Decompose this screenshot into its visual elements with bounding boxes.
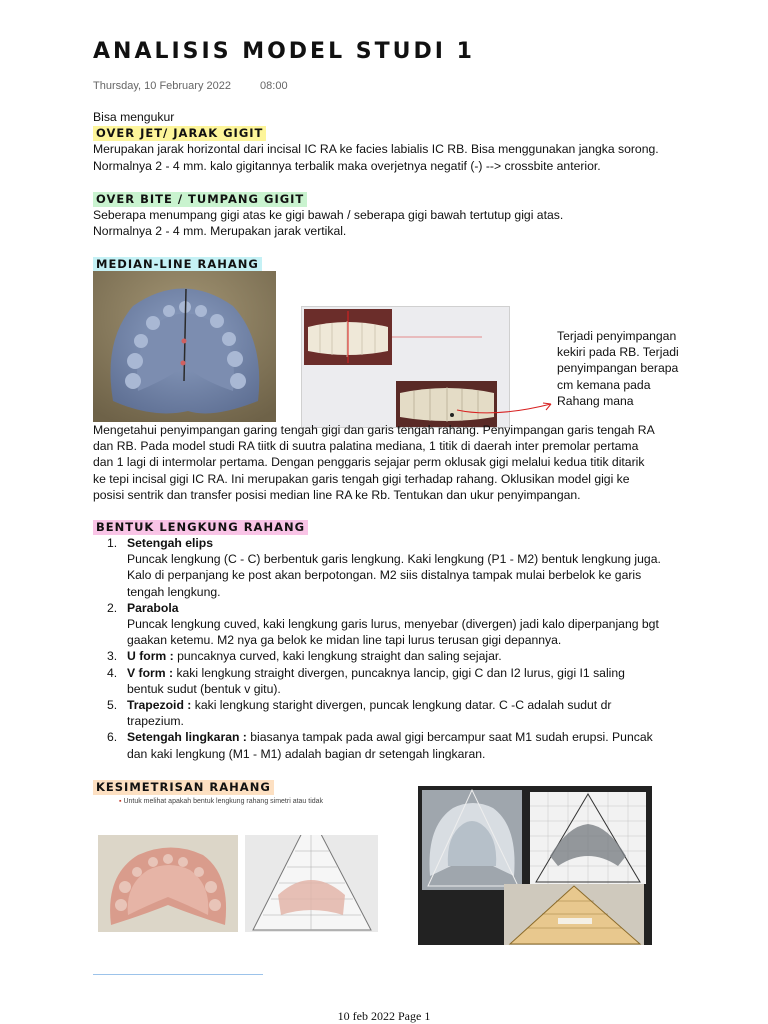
- arch-form-item: 1. Setengah elips Puncak lengkung (C - C) berbentuk garis lengkung. Kaki lengkung (P1 - M2) bentuk lengkung juga. Kalo di perpanjang ke post akan berpotongan. M2 siis distalnya tampak mulai berbelok ke garis tengah lengkung.: [107, 536, 661, 599]
- median-heading: MEDIAN-LINE RAHANG: [93, 257, 262, 272]
- overjet-line-1: Merupakan jarak horizontal dari incisal IC RA ke facies labialis IC RB. Bisa menggunakan jangka sorong.: [93, 142, 659, 157]
- median-note: [557, 328, 717, 409]
- median-heading-wrap: [93, 256, 262, 272]
- median-paragraph-line-4: ke tepi incisal gigi IC RA. Ini merupakan garis tengah gigi terhadap rahang. Oklusikan model gigi ke: [93, 471, 630, 486]
- kesimetrisan-heading-wrap: [93, 779, 274, 795]
- footer-divider: [93, 974, 263, 975]
- median-paragraph: [93, 422, 713, 503]
- page-footer: 10 feb 2022 Page 1: [337, 1009, 431, 1023]
- median-note-line-4: cm kemana pada: [557, 377, 651, 392]
- intro-text: Bisa mengukur: [93, 110, 175, 124]
- symmetry-right-image: [418, 786, 652, 945]
- bentuk-heading-wrap: [93, 519, 308, 535]
- overbite-line-1: Seberapa menumpang gigi atas ke gigi bawah / seberapa gigi bawah tertutup gigi atas.: [93, 208, 564, 223]
- page-time: 08:00: [260, 80, 288, 92]
- overbite-line-2: Normalnya 2 - 4 mm. Merupakan jarak vertikal.: [93, 224, 347, 239]
- median-paragraph-line-5: posisi sentrik dan transfer posisi median line RA ke Rb. Tentukan dan ukur penyimpangan.: [93, 487, 581, 502]
- overjet-line-2: Normalnya 2 - 4 mm. kalo gigitannya terbalik maka overjetnya negatif (-) --> crossbite anterior.: [93, 158, 601, 173]
- page-title: ANALISIS MODEL STUDI 1: [93, 39, 475, 64]
- median-note-line-2: kekiri pada RB. Terjadi: [557, 345, 679, 360]
- overjet-heading: OVER JET/ JARAK GIGIT: [93, 126, 266, 141]
- median-note-line-1: Terjadi penyimpangan: [557, 329, 677, 343]
- slide-bullet-dot: ▪: [119, 798, 124, 805]
- median-note-line-5: Rahang mana: [557, 393, 634, 408]
- symmetry-left-image: [93, 835, 378, 932]
- bentuk-heading: BENTUK LENGKUNG RAHANG: [93, 520, 308, 535]
- page-date: Thursday, 10 February 2022: [93, 80, 231, 92]
- upper-jaw-model-photo: [93, 271, 276, 422]
- median-paragraph-line-1: Mengetahui penyimpangan garing tengah gigi dan garis tengah rahang. Penyimpangan garis tengah RA: [93, 423, 655, 437]
- front-teeth-photo: [304, 309, 392, 365]
- arch-form-item: 3. U form : puncaknya curved, kaki lengkung straight dan saling sejajar.: [107, 649, 502, 664]
- slide-bullet: ▪ Untuk melihat apakah bentuk lengkung rahang simetri atau tidak: [119, 798, 324, 805]
- median-paragraph-line-3: dan 1 lagi di intermolar pertama. Dengan penggaris sejajar perm oklusak gigi melalui kedua titik ditarik: [93, 455, 645, 470]
- overjet-section: [93, 109, 703, 174]
- upper-jaw-model-image: [93, 271, 276, 422]
- symmetry-slide-right: [418, 786, 652, 945]
- annotation-arrow: [455, 398, 555, 418]
- median-paragraph-line-2: dan RB. Pada model studi RA tiitk di suutra palatina mediana, 1 titik di daerah inter premolar pertama: [93, 439, 639, 454]
- kesimetrisan-heading: KESIMETRISAN RAHANG: [93, 780, 274, 795]
- arch-form-item: 4. V form : kaki lengkung straight divergen, puncaknya lancip, gigi C dan I2 lurus, gigi I1 saling bentuk sudut (bentuk v gitu).: [107, 665, 625, 696]
- overbite-section: [93, 191, 703, 240]
- overbite-heading: OVER BITE / TUMPANG GIGIT: [93, 192, 307, 207]
- arch-form-item: 6. Setengah lingkaran : biasanya tampak pada awal gigi bercampur saat M1 sudah erupsi. Puncak dan kaki lengkung (M1 - M1) adalah bagian dr setengah lingkaran.: [107, 730, 653, 761]
- symmetry-slide-left: [93, 795, 378, 932]
- arch-form-list: [93, 535, 713, 762]
- arch-form-item: 5. Trapezoid : kaki lengkung staright divergen, puncak lengkung datar. C -C adalah sudut dr trapezium.: [107, 698, 612, 729]
- page-meta: [93, 78, 288, 94]
- median-note-line-3: penyimpangan berapa: [557, 361, 679, 376]
- arch-form-item: 2. Parabola Puncak lengkung cuved, kaki lengkung garis lurus, menyebar (divergen) jadi kalo diperpanjang bgt gaakan ketemu. M2 nya ga belok ke midan line tapi lurus terusan gigi depannya.: [107, 600, 659, 648]
